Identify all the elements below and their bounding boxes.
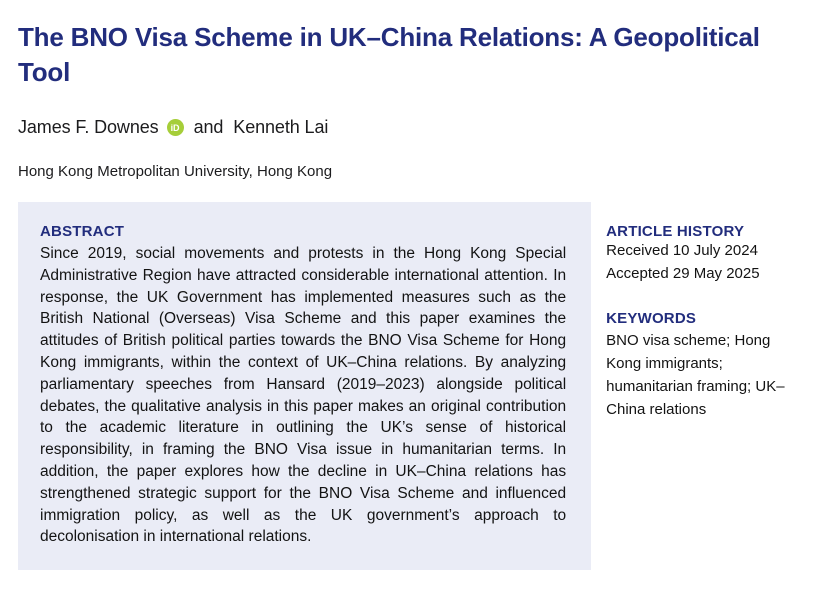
author-name-2: Kenneth Lai [233, 117, 329, 137]
content-columns [18, 202, 817, 570]
affiliation: Hong Kong Metropolitan University, Hong Kong [18, 163, 333, 180]
article-history-heading: ARTICLE HISTORY [606, 223, 745, 240]
author-separator: and [193, 117, 224, 137]
keywords-block [606, 310, 817, 421]
authors-row [18, 117, 817, 138]
abstract-text: Since 2019, social movements and protests in the Hong Kong Special Administrative Region have attracted considerable international attention. In response, the UK Government has implemented measures such as the British National (Overseas) Visa Scheme and this paper examines the attitudes of British political parties towards the BNO Visa Scheme for Hong Kong immigrants, within the context of UK–China relations. By analyzing parliamentary speeches from Hansard (2019–2023) alongside political debates, the qualitative analysis in this paper makes an original contribution to the academic literature in outlining the UK’s sense of historical responsibility, in framing the BNO Visa issue in humanitarian terms. In addition, the paper explores how the decline in UK–China relations has strengthened strategic support for the BNO Visa Scheme and influenced immigration policy, as well as the UK government’s approach to decolonisation in international relations. [40, 245, 567, 546]
article-info-column [606, 202, 817, 421]
abstract-box [18, 202, 591, 570]
keywords-text: BNO visa scheme; Hong Kong immigrants; humanitarian framing; UK–China relations [606, 332, 785, 418]
received-date: Received 10 July 2024 [606, 242, 758, 259]
keywords-heading: KEYWORDS [606, 310, 697, 327]
author-name-1: James F. Downes [18, 117, 159, 137]
article-title: The BNO Visa Scheme in UK–China Relations: A Geopolitical Tool [18, 22, 760, 87]
article-history-block [606, 223, 817, 285]
abstract-heading: ABSTRACT [40, 223, 125, 240]
orcid-icon[interactable]: iD [167, 119, 184, 136]
accepted-date: Accepted 29 May 2025 [606, 264, 760, 282]
